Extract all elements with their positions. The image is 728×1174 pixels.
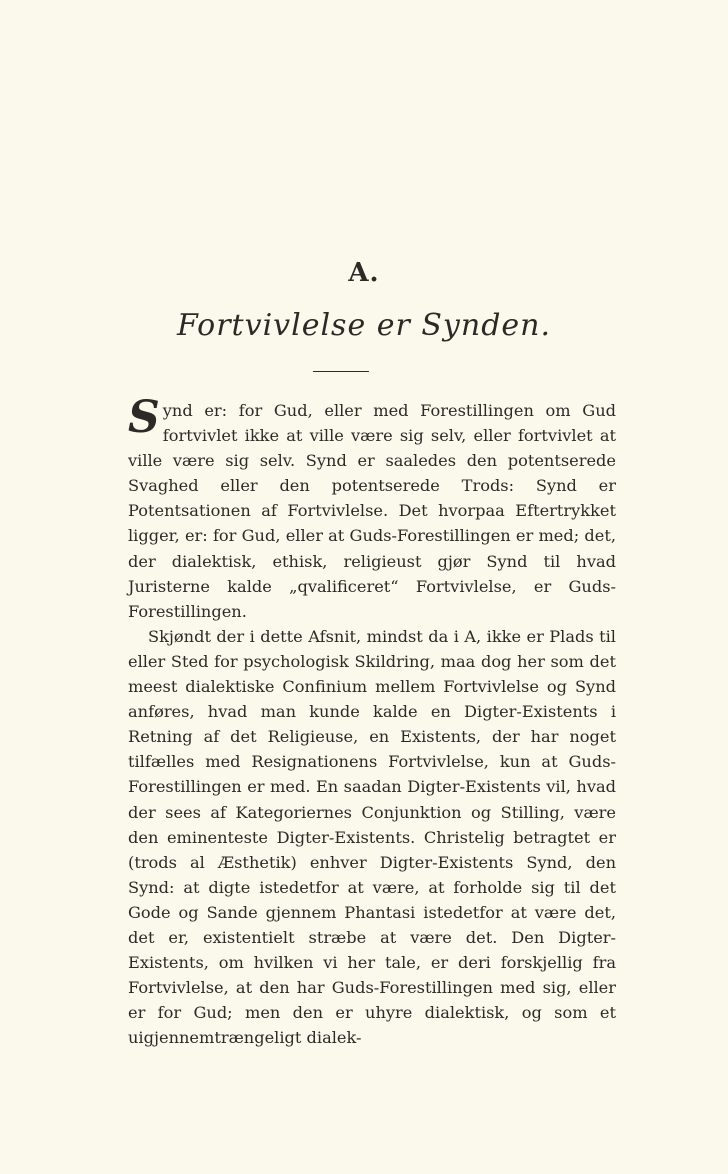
- paragraph-1-text: ynd er: for Gud, eller med Forestillingen om Gud fortvivlet ikke at ville være sig selv, eller fortvivlet at ville være sig selv. Synd er saaledes den potentserede Svaghed eller den potentserede Trods: Synd er Potentsationen af Fortvivlelse. Det hvorpaa Eftertrykket ligger, er: for Gud, eller at Guds-Forestillingen er med; det, der dialektisk, ethisk, religieust gjør Synd til hvad Juristerne kalde „qvalificeret“ Fortvivlelse, er Guds-Forestillingen.: [128, 401, 616, 621]
- drop-cap: S: [128, 392, 160, 443]
- paragraph-2: Skjøndt der i dette Afsnit, mindst da i A, ikke er Plads til eller Sted for psychologisk Skildring, maa dog her som det meest dialektiske Confinium mellem Fortvivlelse og Synd anføres, hvad man kunde kalde en Digter-Existents i Retning af det Religieuse, en Existents, der har noget tilfælles med Resignationens Fortvivlelse, kun at Guds-Forestillingen er med. En saadan Digter-Existents vil, hvad der sees af Kategoriernes Conjunktion og Stilling, være den eminenteste Digter-Existents. Christelig betragtet er (trods al Æsthetik) enhver Digter-Existents Synd, den Synd: at digte istedetfor at være, at forholde sig til det Gode og Sande gjennem Phantasi istedetfor at være det, det er, existentielt stræbe at være det. Den Digter-Existents, om hvilken vi her tale, er deri forskjellig fra Fortvivlelse, at den har Guds-Forestillingen med sig, eller er for Gud; men den er uhyre dialektisk, og som et uigjennemtrængeligt dialek-: [128, 626, 616, 1048]
- body-text: [128, 392, 616, 1050]
- section-letter: A.: [348, 258, 380, 288]
- title-divider: [313, 371, 369, 372]
- chapter-title: Fortvivlelse er Synden.: [176, 308, 552, 343]
- paragraph-1: [128, 392, 616, 624]
